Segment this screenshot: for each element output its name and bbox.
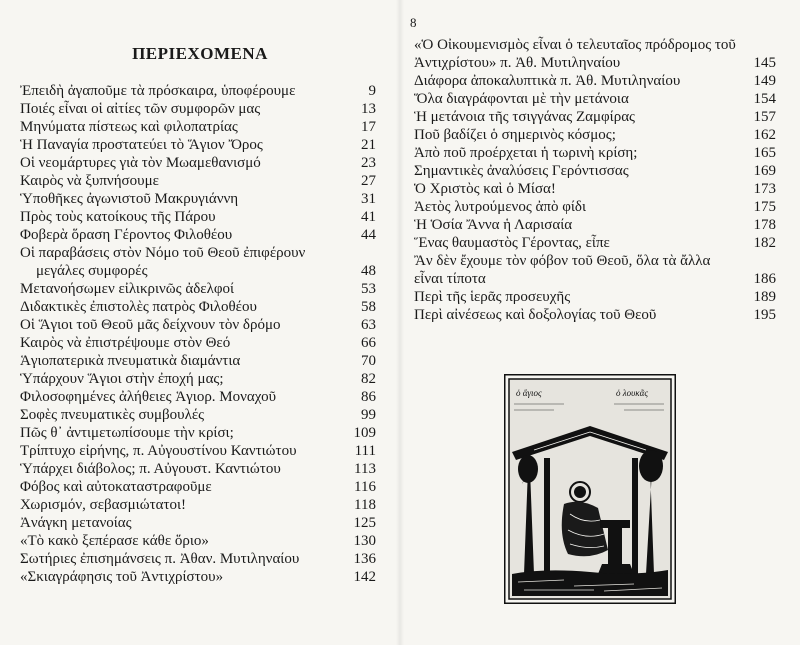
toc-entry-page: 136 xyxy=(353,551,376,567)
toc-entry xyxy=(414,288,776,306)
toc-entry-page: 48 xyxy=(361,263,376,279)
toc-entry-title: Ποῦ βαδίζει ὁ σημερινὸς κόσμος; xyxy=(414,127,616,143)
toc-entry xyxy=(20,352,376,370)
toc-entry xyxy=(20,100,376,118)
toc-entry-page: 182 xyxy=(753,235,776,251)
toc-entry-page: 157 xyxy=(753,109,776,125)
toc-entry xyxy=(414,162,776,180)
toc-entry-title: Ὅλα διαγράφονται μὲ τὴν μετάνοια xyxy=(414,91,629,107)
toc-entry xyxy=(20,82,376,100)
toc-entry xyxy=(414,36,776,72)
toc-entry xyxy=(414,126,776,144)
toc-entry-title: Μηνύματα πίστεως καὶ φιλοπατρίας xyxy=(20,119,238,135)
toc-entry-title: Ἂν δὲν ἔχουμε τὸν φόβον τοῦ Θεοῦ, ὅλα τὰ ἄλλα εἶναι τίποτα xyxy=(414,253,711,287)
toc-entry-title: Ἡ μετάνοια τῆς τσιγγάνας Ζαμφίρας xyxy=(414,109,635,125)
toc-entry-page: 186 xyxy=(753,271,776,287)
toc-entry-title: Ἁγιοπατερικὰ πνευματικὰ διαμάντια xyxy=(20,353,241,369)
toc-entry-title: Πρὸς τοὺς κατοίκους τῆς Πάρου xyxy=(20,209,216,225)
toc-entry xyxy=(414,108,776,126)
toc-entry-title: Σοφὲς πνευματικὲς συμβουλές xyxy=(20,407,205,423)
toc-entry-title: Περὶ αἰνέσεως καὶ δοξολογίας τοῦ Θεοῦ xyxy=(414,307,657,323)
toc-entry xyxy=(20,478,376,496)
toc-entry xyxy=(20,370,376,388)
toc-entry-page: 31 xyxy=(361,191,376,207)
toc-entry xyxy=(20,172,376,190)
toc-entry-page: 178 xyxy=(753,217,776,233)
toc-entry-page: 41 xyxy=(361,209,376,225)
toc-list-left xyxy=(20,82,376,586)
toc-entry xyxy=(20,298,376,316)
toc-entry xyxy=(20,244,376,280)
toc-entry xyxy=(20,424,376,442)
toc-entry-page: 149 xyxy=(753,73,776,89)
toc-entry-title: Φοβερὰ ὅραση Γέροντος Φιλοθέου xyxy=(20,227,233,243)
toc-entry-title: Μετανοήσωμεν εἰλικρινῶς ἀδελφοί xyxy=(20,281,235,297)
toc-entry-page: 145 xyxy=(753,55,776,71)
toc-entry-page: 53 xyxy=(361,281,376,297)
toc-entry-title: «Τὸ κακὸ ξεπέρασε κάθε ὅριο» xyxy=(20,533,209,549)
toc-entry-title: Ἀνάγκη μετανοίας xyxy=(20,515,132,531)
toc-entry xyxy=(20,568,376,586)
toc-entry-title: Τρίπτυχο εἰρήνης, π. Αὐγουστίνου Καντιώτου xyxy=(20,443,297,459)
toc-entry-page: 66 xyxy=(361,335,376,351)
toc-entry xyxy=(20,532,376,550)
toc-list-right xyxy=(414,36,776,324)
toc-entry-title: Ὑποθῆκες ἀγωνιστοῦ Μακρυγιάννη xyxy=(20,191,239,207)
page-number: 8 xyxy=(410,15,417,30)
toc-entry xyxy=(20,208,376,226)
toc-entry-page: 154 xyxy=(753,91,776,107)
toc-entry-page: 23 xyxy=(361,155,376,171)
toc-entry-page: 82 xyxy=(361,371,376,387)
toc-entry xyxy=(20,136,376,154)
toc-entry-page: 70 xyxy=(361,353,376,369)
toc-entry-page: 118 xyxy=(354,497,376,513)
toc-entry-page: 21 xyxy=(361,137,376,153)
toc-entry xyxy=(20,442,376,460)
inscription-right: ὁ λουκᾶς xyxy=(616,388,648,398)
toc-entry-page: 169 xyxy=(753,163,776,179)
toc-entry-title: Περὶ τῆς ἱερᾶς προσευχῆς xyxy=(414,289,571,305)
toc-entry-page: 111 xyxy=(354,443,376,459)
toc-entry-page: 142 xyxy=(353,569,376,585)
toc-entry-title: Διδακτικὲς ἐπιστολὲς πατρὸς Φιλοθέου xyxy=(20,299,257,315)
toc-entry xyxy=(414,144,776,162)
toc-entry-title: Πῶς θ᾽ ἀντιμετωπίσουμε τὴν κρίσι; xyxy=(20,425,234,441)
toc-entry-page: 189 xyxy=(753,289,776,305)
toc-entry-title: Ὑπάρχει διάβολος; π. Αὐγουστ. Καντιώτου xyxy=(20,461,281,477)
toc-entry-page: 58 xyxy=(361,299,376,315)
toc-entry-title: Οἱ Ἅγιοι τοῦ Θεοῦ μᾶς δείχνουν τὸν δρόμο xyxy=(20,317,281,333)
toc-entry xyxy=(20,406,376,424)
toc-entry-page: 99 xyxy=(361,407,376,423)
toc-entry xyxy=(20,496,376,514)
toc-entry-title: Ἀπὸ ποῦ προέρχεται ἡ τωρινὴ κρίση; xyxy=(414,145,638,161)
toc-entry xyxy=(20,334,376,352)
contents-heading: ΠΕΡΙΕΧΟΜΕΝΑ xyxy=(132,44,268,63)
toc-entry-title: Φιλοσοφημένες ἀλήθειες Ἁγιορ. Μοναχοῦ xyxy=(20,389,277,405)
toc-entry-page: 27 xyxy=(361,173,376,189)
toc-entry xyxy=(414,198,776,216)
toc-entry-title: Ἕνας θαυμαστὸς Γέροντας, εἶπε xyxy=(414,235,610,251)
toc-entry-title: Ὑπάρχουν Ἅγιοι στὴν ἐποχή μας; xyxy=(20,371,224,387)
toc-entry-title: Ὁ Χριστὸς καὶ ὁ Μίσα! xyxy=(414,181,556,197)
toc-entry xyxy=(414,234,776,252)
toc-entry xyxy=(20,316,376,334)
toc-entry xyxy=(414,90,776,108)
toc-entry-title: Οἱ παραβάσεις στὸν Νόμο τοῦ Θεοῦ ἐπιφέρουν μεγάλες συμφορές xyxy=(20,245,306,279)
toc-entry xyxy=(20,190,376,208)
toc-entry-title: Φόβος καὶ αὐτοκαταστραφοῦμε xyxy=(20,479,212,495)
toc-entry-page: 17 xyxy=(361,119,376,135)
toc-entry-page: 125 xyxy=(353,515,376,531)
toc-entry xyxy=(414,72,776,90)
toc-entry-page: 86 xyxy=(361,389,376,405)
saint-woodcut-icon xyxy=(504,374,676,604)
toc-entry-page: 13 xyxy=(361,101,376,117)
toc-entry xyxy=(20,388,376,406)
toc-entry xyxy=(414,252,776,288)
toc-entry xyxy=(414,216,776,234)
toc-entry-title: Σωτήριες ἐπισημάνσεις π. Ἀθαν. Μυτιληναίου xyxy=(20,551,300,567)
toc-entry-title: «Ὁ Οἰκουμενισμὸς εἶναι ὁ τελευταῖος πρόδρομος τοῦ Ἀντιχρίστου» π. Ἀθ. Μυτιληναίου xyxy=(414,37,736,71)
toc-entry xyxy=(20,514,376,532)
right-page xyxy=(400,0,800,645)
toc-entry xyxy=(20,154,376,172)
toc-entry-title: Καιρὸς νὰ ἐπιστρέψουμε στὸν Θεό xyxy=(20,335,231,351)
toc-entry-page: 113 xyxy=(354,461,376,477)
toc-entry xyxy=(20,226,376,244)
toc-entry-page: 175 xyxy=(753,199,776,215)
toc-entry-page: 130 xyxy=(353,533,376,549)
toc-entry xyxy=(414,306,776,324)
toc-entry-title: Καιρὸς νὰ ξυπνήσουμε xyxy=(20,173,159,189)
toc-entry-title: Ἡ Παναγία προστατεύει τὸ Ἅγιον Ὄρος xyxy=(20,137,263,153)
toc-entry-title: «Σκιαγράφησις τοῦ Ἀντιχρίστου» xyxy=(20,569,224,585)
toc-entry xyxy=(20,460,376,478)
toc-entry xyxy=(20,550,376,568)
toc-entry-title: Ποιές εἶναι οἱ αἰτίες τῶν συμφορῶν μας xyxy=(20,101,261,117)
toc-entry xyxy=(414,180,776,198)
toc-entry-title: Οἱ νεομάρτυρες γιὰ τὸν Μωαμεθανισμό xyxy=(20,155,261,171)
toc-entry-title: Ἐπειδὴ ἀγαποῦμε τὰ πρόσκαιρα, ὑποφέρουμε xyxy=(20,83,296,99)
toc-entry-page: 109 xyxy=(353,425,376,441)
inscription-left: ὁ ἅγιος xyxy=(516,388,542,398)
toc-entry-title: Διάφορα ἀποκαλυπτικὰ π. Ἀθ. Μυτιληναίου xyxy=(414,73,681,89)
toc-entry-page: 195 xyxy=(753,307,776,323)
toc-entry xyxy=(20,118,376,136)
toc-entry-page: 63 xyxy=(361,317,376,333)
toc-entry-page: 162 xyxy=(753,127,776,143)
toc-entry-page: 165 xyxy=(753,145,776,161)
toc-entry xyxy=(20,280,376,298)
toc-entry-page: 116 xyxy=(354,479,376,495)
toc-entry-title: Ἡ Ὁσία Ἄννα ἡ Λαρισαία xyxy=(414,217,573,233)
toc-entry-page: 9 xyxy=(368,83,376,99)
toc-entry-title: Σημαντικὲς ἀναλύσεις Γερόντισσας xyxy=(414,163,629,179)
toc-entry-title: Ἀετὸς λυτρούμενος ἀπὸ φίδι xyxy=(414,199,587,215)
toc-entry-title: Χωρισμόν, σεβασμιώτατοι! xyxy=(20,497,187,513)
toc-entry-page: 173 xyxy=(753,181,776,197)
toc-entry-page: 44 xyxy=(361,227,376,243)
